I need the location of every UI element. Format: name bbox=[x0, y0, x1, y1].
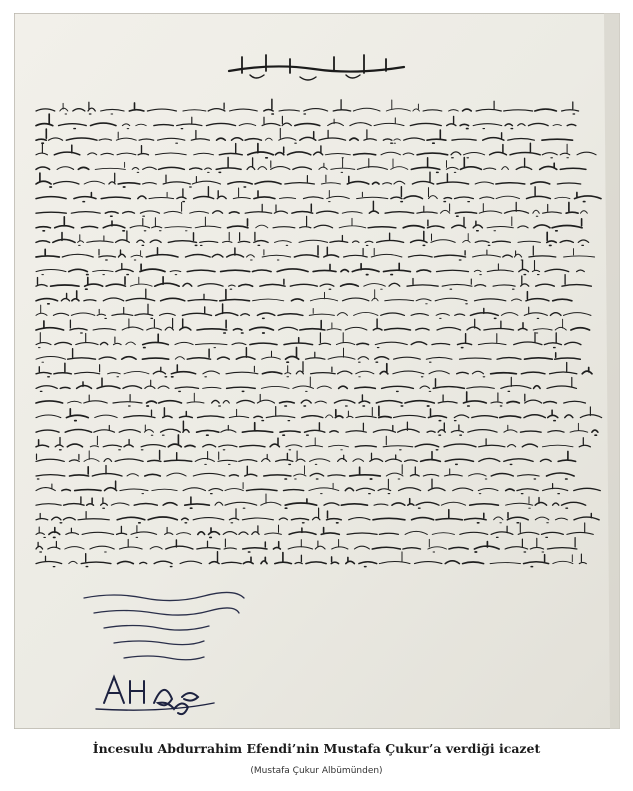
icazet-document-scan bbox=[14, 13, 620, 729]
caption-title: İncesulu Abdurrahim Efendi’nin Mustafa Çukur’a verdiği icazet bbox=[92, 741, 541, 756]
paper-sheet bbox=[14, 13, 620, 729]
caption-source: (Mustafa Çukur Albümünden) bbox=[250, 766, 383, 776]
